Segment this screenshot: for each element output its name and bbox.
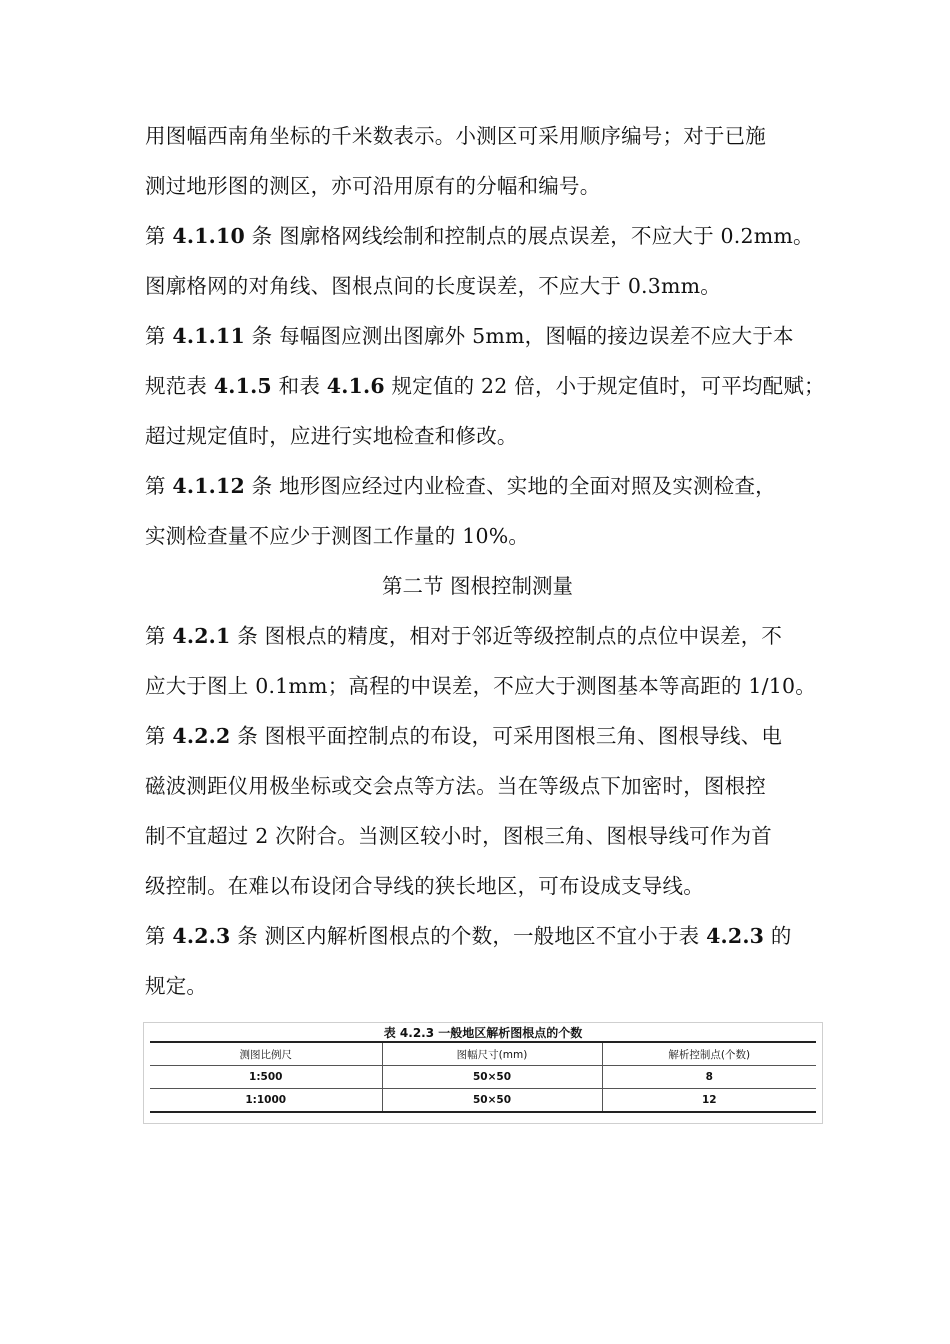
table-cell: 8 — [602, 1066, 816, 1089]
section-heading: 第二节 图根控制测量 — [381, 574, 574, 598]
article-4-2-3-line — [145, 922, 810, 950]
article-number: 4.2.1 — [172, 624, 231, 648]
table-cell: 50×50 — [382, 1089, 602, 1113]
text-run: 条 图廓格网线绘制和控制点的展点误差，不应大于 0.2mm。 — [244, 224, 814, 248]
table-figure — [143, 1022, 823, 1124]
table-row — [150, 1066, 816, 1089]
table-cell: 1:500 — [150, 1066, 382, 1089]
article-prefix: 第 — [145, 724, 173, 748]
text-run: 用图幅西南角坐标的千米数表示。小测区可采用顺序编号；对于已施 — [145, 124, 766, 148]
paragraph-line — [145, 972, 810, 1000]
paragraph-line — [145, 372, 825, 400]
caption-prefix: 表 — [383, 1026, 400, 1040]
article-prefix: 第 — [145, 474, 173, 498]
article-4-1-10-line — [145, 222, 814, 250]
article-number: 4.2.2 — [172, 724, 231, 748]
article-4-1-12-line — [145, 472, 810, 500]
table-cell: 50×50 — [382, 1066, 602, 1089]
paragraph-line — [145, 272, 810, 300]
article-number: 4.2.3 — [172, 924, 231, 948]
table-reference: 4.1.6 — [326, 374, 385, 398]
paragraph-line — [145, 172, 810, 200]
article-prefix: 第 — [145, 624, 173, 648]
paragraph-line — [145, 422, 810, 450]
text-run: 和表 — [271, 374, 327, 398]
table-cell: 12 — [602, 1089, 816, 1113]
column-header-scale: 测图比例尺 — [150, 1042, 382, 1066]
text-run: 条 测区内解析图根点的个数，一般地区不宜小于表 — [230, 924, 707, 948]
article-number: 4.1.12 — [172, 474, 245, 498]
table-cell: 1:1000 — [150, 1089, 382, 1113]
article-number: 4.1.10 — [172, 224, 245, 248]
caption-title: 一般地区解析图根点的个数 — [434, 1026, 583, 1040]
text-run: 条 每幅图应测出图廓外 5mm，图幅的接边误差不应大于本 — [244, 324, 794, 348]
table-reference: 4.2.3 — [706, 924, 765, 948]
text-run: 条 图根平面控制点的布设，可采用图根三角、图根导线、电 — [230, 724, 783, 748]
text-run: 实测检查量不应少于测图工作量的 10%。 — [145, 524, 530, 548]
data-table — [150, 1041, 816, 1113]
table-row — [150, 1089, 816, 1113]
table-caption — [144, 1025, 822, 1041]
caption-number: 4.2.3 — [399, 1026, 435, 1040]
table-header-row — [150, 1042, 816, 1066]
text-run: 条 地形图应经过内业检查、实地的全面对照及实测检查， — [244, 474, 776, 498]
column-header-control-points: 解析控制点(个数) — [602, 1042, 816, 1066]
text-run: 图廓格网的对角线、图根点间的长度误差，不应大于 0.3mm。 — [145, 274, 721, 298]
article-prefix: 第 — [145, 224, 173, 248]
article-4-2-1-line — [145, 622, 810, 650]
paragraph-line — [145, 672, 816, 700]
paragraph-line — [145, 122, 810, 150]
paragraph-line — [145, 822, 810, 850]
text-run: 应大于图上 0.1mm；高程的中误差，不应大于测图基本等高距的 1/10。 — [145, 674, 816, 698]
text-run: 级控制。在难以布设闭合导线的狭长地区，可布设成支导线。 — [145, 874, 704, 898]
paragraph-line — [145, 772, 810, 800]
paragraph-line — [145, 872, 810, 900]
text-run: 测过地形图的测区，亦可沿用原有的分幅和编号。 — [145, 174, 601, 198]
article-number: 4.1.11 — [172, 324, 245, 348]
column-header-sheet-size: 图幅尺寸(mm) — [382, 1042, 602, 1066]
article-prefix: 第 — [145, 324, 173, 348]
text-run: 规定。 — [145, 974, 208, 998]
table-reference: 4.1.5 — [213, 374, 272, 398]
paragraph-line — [145, 522, 810, 550]
text-run: 条 图根点的精度，相对于邻近等级控制点的点位中误差，不 — [230, 624, 783, 648]
text-run: 磁波测距仪用极坐标或交会点等方法。当在等级点下加密时，图根控 — [145, 774, 766, 798]
text-run: 规范表 — [145, 374, 214, 398]
article-prefix: 第 — [145, 924, 173, 948]
text-run: 的 — [764, 924, 792, 948]
article-4-1-11-line — [145, 322, 810, 350]
text-run: 超过规定值时，应进行实地检查和修改。 — [145, 424, 518, 448]
text-run: 制不宜超过 2 次附合。当测区较小时，图根三角、图根导线可作为首 — [145, 824, 772, 848]
article-4-2-2-line — [145, 722, 810, 750]
text-run: 规定值的 22 倍，小于规定值时，可平均配赋； — [384, 374, 825, 398]
